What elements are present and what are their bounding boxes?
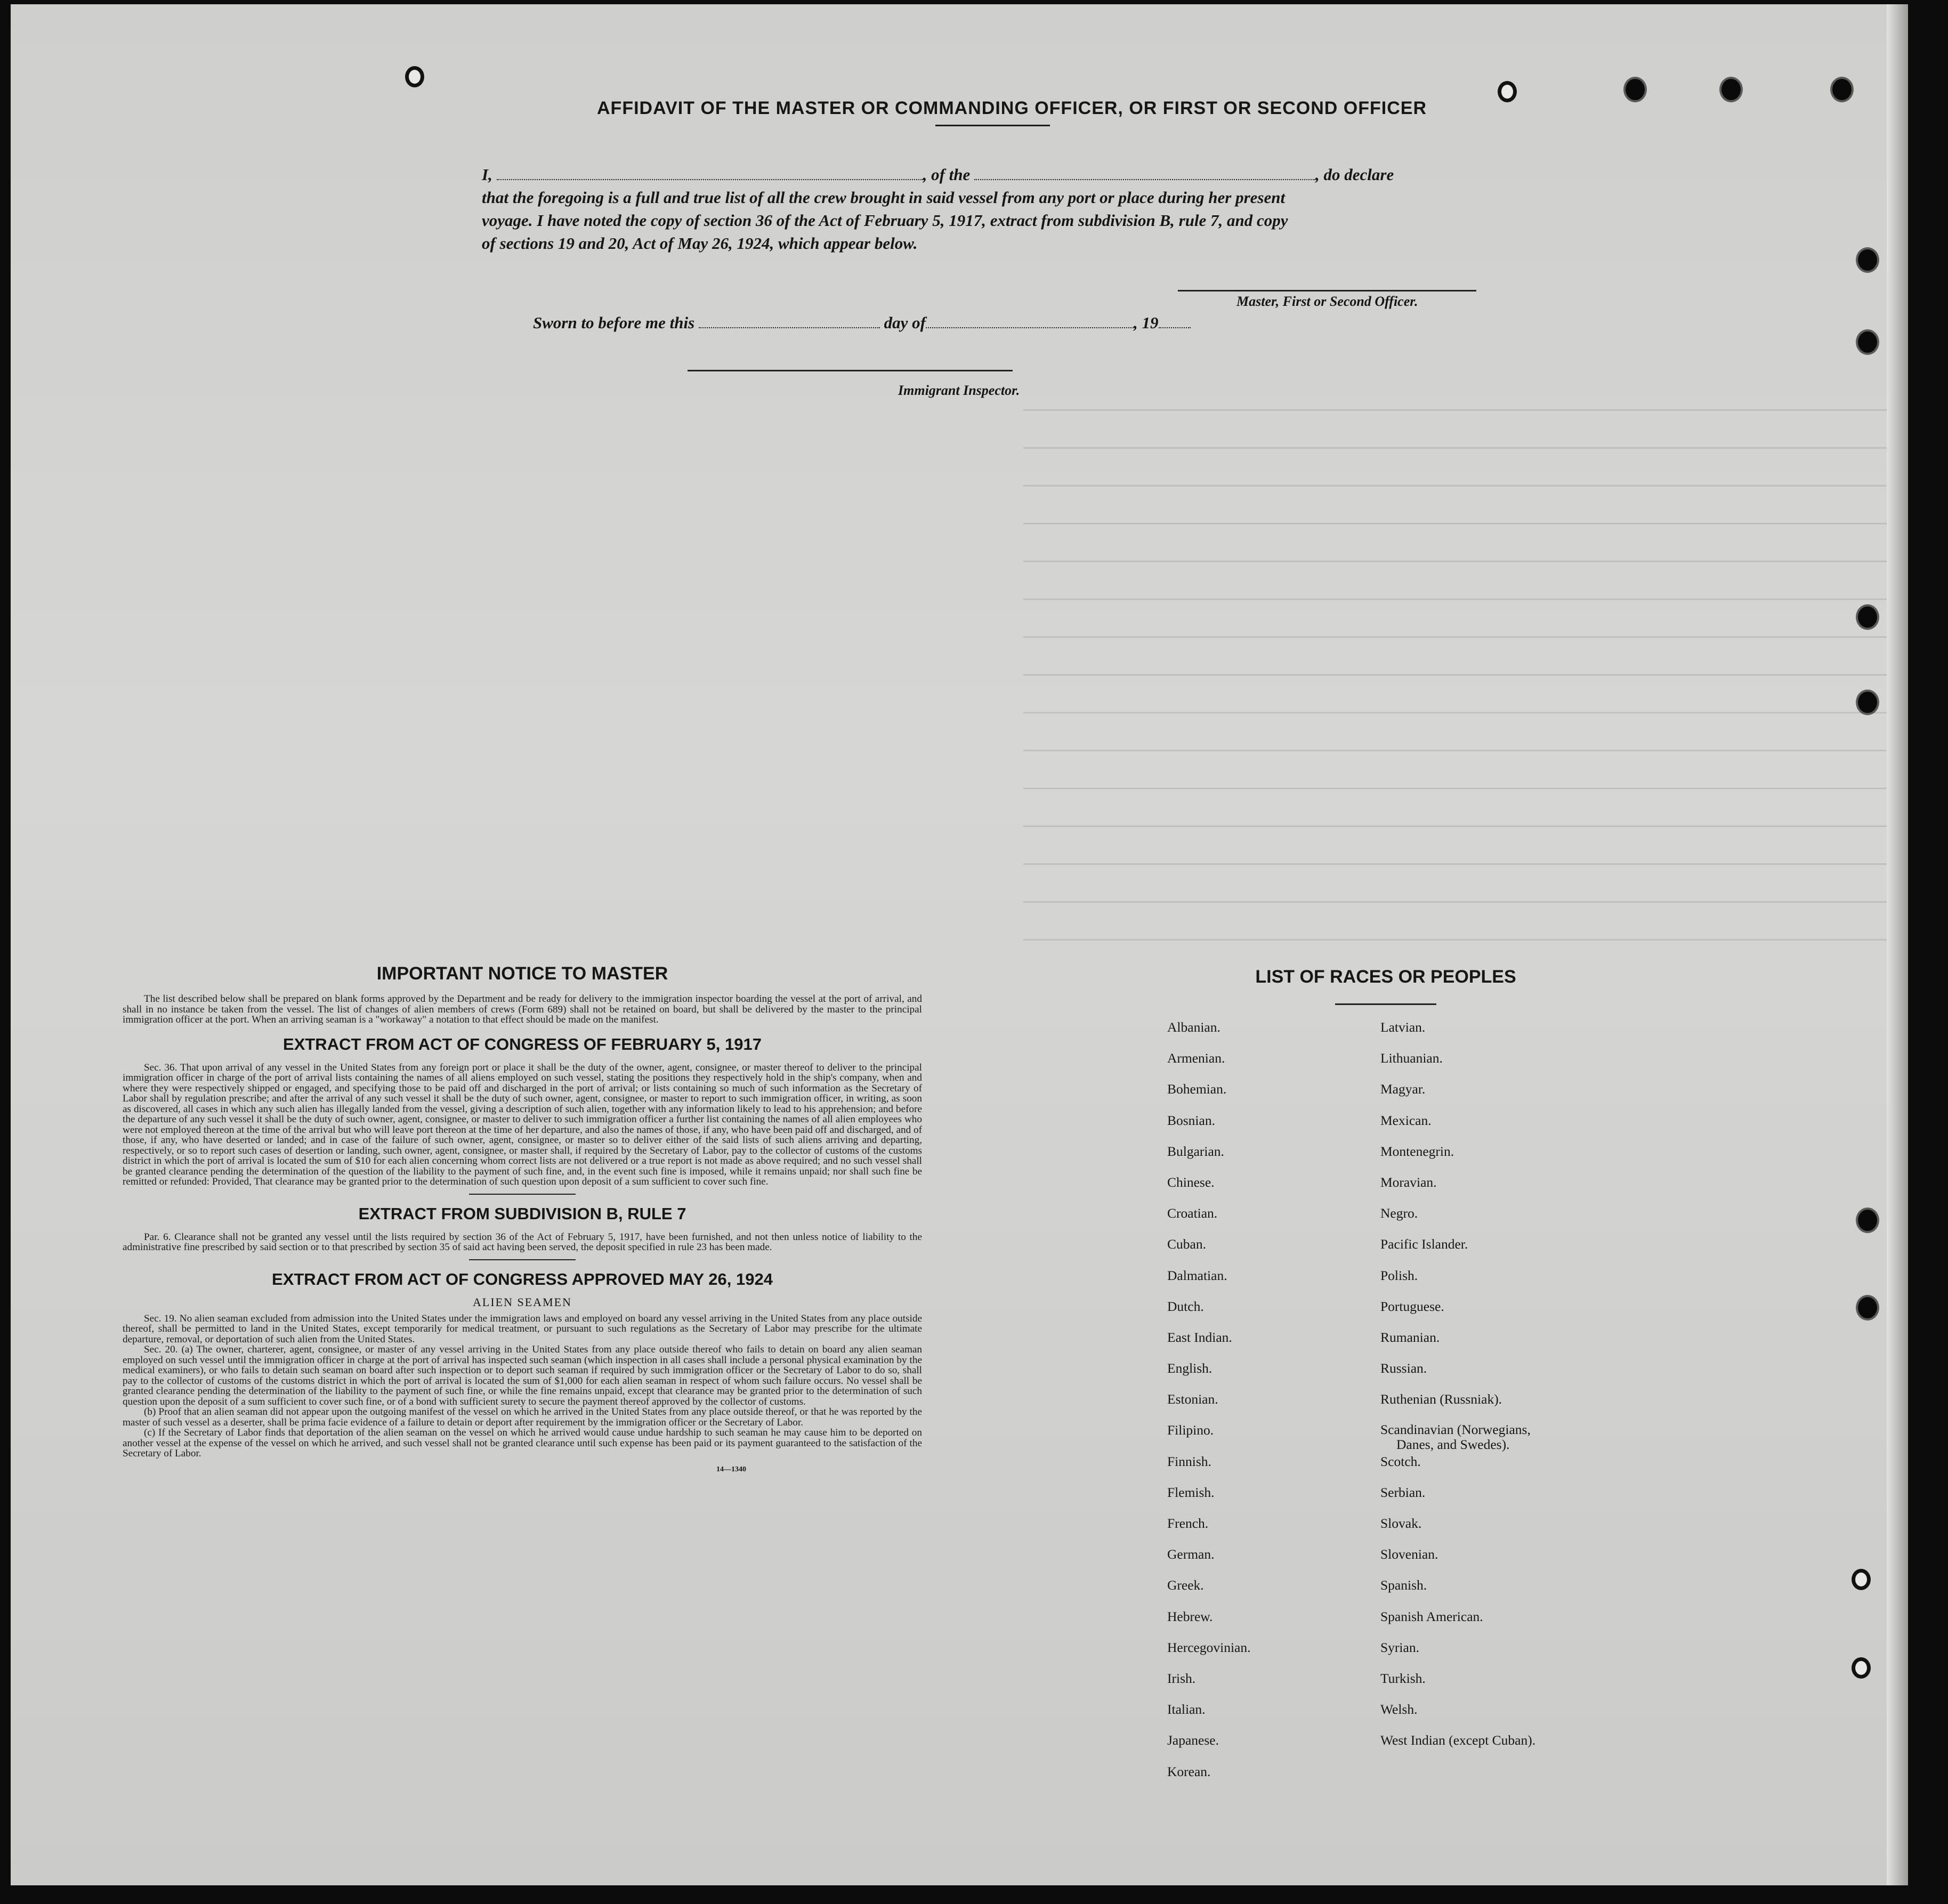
race-item: Estonian. — [1167, 1391, 1218, 1407]
race-item: Flemish. — [1167, 1484, 1215, 1500]
bleed-through-rules — [1023, 409, 1887, 995]
sworn-day-field[interactable] — [699, 314, 880, 328]
race-item: Spanish American. — [1380, 1608, 1483, 1624]
race-item: Lithuanian. — [1380, 1050, 1443, 1066]
race-item: Latvian. — [1380, 1019, 1426, 1035]
title-divider — [935, 125, 1050, 126]
race-item-multiline — [1380, 1422, 1535, 1453]
sworn-year: , 19 — [1134, 313, 1159, 332]
race-item: Montenegrin. — [1380, 1143, 1454, 1159]
punch-hole-icon — [1852, 1657, 1871, 1679]
punch-hole-icon — [1721, 79, 1741, 100]
declaration-line-2: that the foregoing is a full and true list of all the crew brought in said vessel from any port or place during her present — [482, 188, 1286, 207]
legal-notices — [123, 963, 922, 1474]
race-item: Japanese. — [1167, 1732, 1219, 1748]
race-item: French. — [1167, 1516, 1209, 1531]
sworn-month-field[interactable] — [926, 314, 1134, 328]
extract-1924-subtitle: ALIEN SEAMEN — [473, 1295, 572, 1309]
notice-title: IMPORTANT NOTICE TO MASTER — [376, 963, 668, 984]
page-edge — [1887, 4, 1908, 1885]
punch-hole-icon — [1858, 1297, 1877, 1318]
race-item: Polish. — [1380, 1267, 1418, 1283]
race-item: Bulgarian. — [1167, 1143, 1224, 1159]
race-item: Russian. — [1380, 1360, 1427, 1376]
punch-hole-icon — [405, 66, 424, 87]
race-item: Finnish. — [1167, 1453, 1211, 1469]
race-item: Korean. — [1167, 1763, 1211, 1779]
race-item: Croatian. — [1167, 1205, 1218, 1221]
extract-1924-title: EXTRACT FROM ACT OF CONGRESS APPROVED MAY 26, 1924 — [272, 1269, 773, 1289]
race-item: Portuguese. — [1380, 1298, 1444, 1314]
race-item: Cuban. — [1167, 1236, 1206, 1252]
race-item: Dutch. — [1167, 1298, 1204, 1314]
races-title: LIST OF RACES OR PEOPLES — [1255, 967, 1516, 987]
race-item: Ruthenian (Russniak). — [1380, 1391, 1502, 1407]
extract-1924-sec20a: Sec. 20. (a) The owner, charterer, agent, consignee, or master of any vessel arriving in the United States from any place outside thereof who fails to detain on board any alien seaman employed on such vessel until the immigration officer in charge at the port of arrival has inspected such seaman (which inspection in all cases shall include a personal physical examination by the medical examiners), or who fails to detain such seaman on board after such inspection or to deport such seaman if required by such immigration officer or the Secretary of Labor to do so, shall pay to the collector of customs of the customs district in which the port of arrival is located the sum of $1,000 for each alien seaman in respect of whom such failure occurs. No vessel shall be granted clearance pending the determination of the liability to the payment of such fine, or while the fine remains unpaid, except that clearance may be granted prior to the determination of such question upon the deposit of a sum sufficient to cover such fine, or of a bond with sufficient surety to secure the payment thereof approved by the collector of customs. — [123, 1344, 922, 1407]
race-item: Serbian. — [1380, 1484, 1426, 1500]
race-item: Italian. — [1167, 1702, 1206, 1717]
declaration-i: I, — [482, 165, 492, 184]
sworn-prefix: Sworn to before me this — [533, 313, 695, 332]
race-item: Chinese. — [1167, 1174, 1215, 1190]
signature-field[interactable] — [1178, 290, 1476, 291]
punch-hole-icon — [1832, 79, 1852, 100]
sworn-day-of: day of — [884, 313, 926, 332]
extract-1924-sec20b: (b) Proof that an alien seaman did not appear upon the outgoing manifest of the vessel on which he arrived in the United States from any place outside thereof, or that he was reported by the master of such vessel as a deserter, shall be prima facie evidence of a failure to detain or deport after requirement by the immigration officer or the Secretary of Labor. — [123, 1406, 922, 1428]
race-item: Pacific Islander. — [1380, 1236, 1468, 1252]
race-item: Rumanian. — [1380, 1329, 1440, 1345]
punch-hole-icon — [1498, 81, 1517, 102]
races-divider — [1335, 1003, 1436, 1005]
race-item: Slovak. — [1380, 1516, 1422, 1531]
declaration-do-declare: , do declare — [1315, 165, 1394, 184]
declaration-text — [482, 163, 1516, 255]
declaration-line-3: voyage. I have noted the copy of section 36 of the Act of February 5, 1917, extract from subdivision B, rule 7, and copy — [482, 211, 1288, 230]
race-item: Slovenian. — [1380, 1546, 1438, 1562]
race-item: Bohemian. — [1167, 1081, 1227, 1097]
race-item: Bosnian. — [1167, 1112, 1215, 1128]
race-item: Magyar. — [1380, 1081, 1426, 1097]
form-number: 14—1340 — [716, 1465, 746, 1473]
race-item: East Indian. — [1167, 1329, 1232, 1345]
notice-body: The list described below shall be prepared on blank forms approved by the Department and be ready for delivery to the immigration inspector boarding the vessel at the port of arrival, and shall in no instance be taken from the vessel. The list of changes of alien members of crews (Form 689) shall not be retained on board, but shall be delivered by the master to the principal immigration officer at the port. When an arriving seaman is a "workaway" a notation to that effect should be made on the manifest. — [123, 993, 922, 1025]
race-item: Dalmatian. — [1167, 1267, 1227, 1283]
document-page — [11, 4, 1908, 1885]
races-column-left — [1167, 1019, 1250, 1795]
sworn-year-field[interactable] — [1159, 314, 1191, 328]
sworn-line — [533, 313, 1191, 333]
extract-1917-body: Sec. 36. That upon arrival of any vessel in the United States from any foreign port or place it shall be the duty of the owner, agent, consignee, or master thereof to deliver to the principal immigration officer in charge of the port of arrival lists containing the names of all aliens employed on such vessel, stating the positions they respectively hold in the ship's company, when and where they were respectively shipped or engaged, and specifying those to be paid off and discharged in the port of arrival; or lists containing so much of such information as the Secretary of Labor shall by regulation prescribe; and after the arrival of any such vessel it shall be the duty of such owner, agent, consignee, or master to report to such immigration officer, in writing, as soon as discovered, all cases in which any such alien has illegally landed from the vessel, giving a description of such alien, together with any information likely to lead to his apprehension; and before the departure of any such vessel it shall be the duty of such owner, agent, consignee, or master to deliver to such immigration officer a further list containing the names of all alien employees who were not employed thereon at the time of the arrival but who will leave port thereon at the time of her departure, and also the names of those, if any, who have been paid off and discharged, and of those, if any, who have deserted or landed; and in case of the failure of such owner, agent, consignee, or master so to deliver either of the said lists of such aliens arriving and departing, respectively, or so to report such cases of desertion or landing, such owner, agent, consignee, or master shall, if required by the Secretary of Labor, pay to the collector of customs of the customs district in which the port of arrival is located the sum of $10 for each alien concerning whom correct lists are not delivered or a true report is not made as above required; and no such vessel shall be granted clearance pending the determination of the question of the liability to the payment of such fine, and, in the event such fine is imposed, while it remains unpaid; nor shall such fine be remitted or refunded: Provided, That clearance may be granted prior to the determination of such question upon deposit of a sum sufficient to cover such fine. — [123, 1062, 922, 1187]
signature-label: Master, First or Second Officer. — [1236, 294, 1418, 309]
race-item: Hebrew. — [1167, 1608, 1213, 1624]
extract-rule7-body: Par. 6. Clearance shall not be granted any vessel until the lists required by section 36 of the Act of February 5, 1917, have been furnished, and not then unless notice of liability to the administrative fine prescribed by said section or to that prescribed by section 35 of said act having been served, the deposit specified in rule 23 has been made. — [123, 1231, 922, 1253]
punch-hole-icon — [1858, 331, 1877, 353]
inspector-label: Immigrant Inspector. — [898, 383, 1020, 398]
race-item: Mexican. — [1380, 1112, 1432, 1128]
extract-1924-sec20c: (c) If the Secretary of Labor finds that deportation of the alien seaman on the vessel on which he arrived would cause undue hardship to such seaman he may cause him to be deported on another vessel at the expense of the vessel on which he arrived, and such vessel shall not be granted clearance until such expense has been paid or its payment guaranteed to the satisfaction of the Secretary of Labor. — [123, 1427, 922, 1459]
race-item: Turkish. — [1380, 1670, 1426, 1686]
race-item: West Indian (except Cuban). — [1380, 1732, 1536, 1748]
race-item: Scotch. — [1380, 1453, 1421, 1469]
race-item: Moravian. — [1380, 1174, 1437, 1190]
section-divider — [469, 1194, 576, 1195]
race-item: Irish. — [1167, 1670, 1196, 1686]
section-divider — [469, 1259, 576, 1260]
race-item: Albanian. — [1167, 1019, 1220, 1035]
races-column-right — [1380, 1019, 1535, 1764]
race-item: Spanish. — [1380, 1577, 1427, 1593]
extract-1924-sec19: Sec. 19. No alien seaman excluded from admission into the United States under the immigration laws and employed on board any vessel arriving in the United States from any place outside thereof, shall be permitted to land in the United States, except temporarily for medical treatment, or pursuant to such regulations as the Secretary of Labor may prescribe for the ultimate departure, removal, or deportation of such alien from the United States. — [123, 1312, 922, 1345]
race-item-line: Scandinavian (Norwegians, — [1380, 1422, 1531, 1438]
declaration-of-the: , of the — [923, 165, 971, 184]
affidavit-title: AFFIDAVIT OF THE MASTER OR COMMANDING OFFICER, OR FIRST OR SECOND OFFICER — [597, 98, 1427, 118]
race-item: Negro. — [1380, 1205, 1418, 1221]
race-item: Armenian. — [1167, 1050, 1225, 1066]
race-item: Hercegovinian. — [1167, 1639, 1251, 1655]
extract-rule7-title: EXTRACT FROM SUBDIVISION B, RULE 7 — [358, 1204, 686, 1223]
race-item: German. — [1167, 1546, 1215, 1562]
race-item: Welsh. — [1380, 1702, 1418, 1717]
punch-hole-icon — [1858, 1210, 1877, 1231]
vessel-field[interactable] — [974, 166, 1315, 180]
punch-hole-icon — [1858, 249, 1877, 271]
inspector-signature-field[interactable] — [688, 370, 1013, 371]
punch-hole-icon — [1852, 1569, 1871, 1590]
race-item-line: Danes, and Swedes). — [1396, 1437, 1510, 1453]
declaration-line-4: of sections 19 and 20, Act of May 26, 1924, which appear below. — [482, 234, 918, 253]
race-item: English. — [1167, 1360, 1213, 1376]
race-item: Greek. — [1167, 1577, 1204, 1593]
race-item: Filipino. — [1167, 1422, 1214, 1438]
extract-1917-title: EXTRACT FROM ACT OF CONGRESS OF FEBRUARY 5, 1917 — [283, 1034, 762, 1054]
race-item: Syrian. — [1380, 1639, 1419, 1655]
name-field[interactable] — [497, 166, 923, 180]
punch-hole-icon — [1626, 79, 1645, 100]
